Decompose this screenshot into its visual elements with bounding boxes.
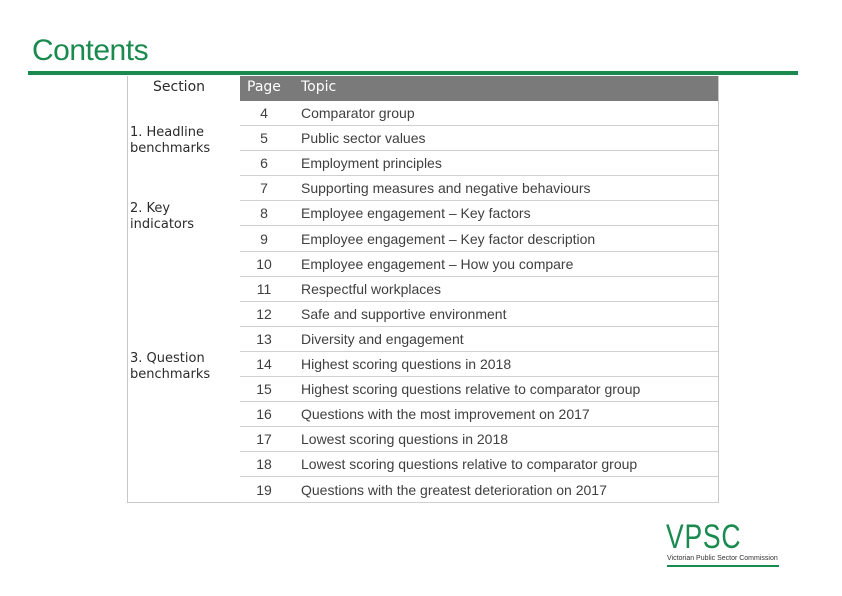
- vpsc-logo-subtitle: Victorian Public Sector Commission: [667, 555, 778, 562]
- row-topic: Public sector values: [301, 130, 426, 147]
- row-topic: Highest scoring questions in 2018: [301, 356, 512, 372]
- row-topic: Lowest scoring questions relative to comparator group: [301, 456, 638, 473]
- title-underline: [28, 71, 798, 75]
- row-page-number: 6: [260, 155, 268, 172]
- row-topic: Lowest scoring questions in 2018: [301, 431, 509, 448]
- row-page-number: 16: [256, 406, 272, 423]
- row-page-number: 13: [256, 330, 272, 347]
- table-row: [240, 352, 718, 377]
- row-page-number: 7: [260, 180, 268, 197]
- page-title: Contents: [32, 34, 149, 67]
- row-topic: Highest scoring questions relative to comparator group: [301, 381, 641, 398]
- row-page-number: 4: [260, 105, 268, 121]
- header-section: Section: [153, 79, 206, 95]
- row-page-number: 14: [256, 356, 272, 372]
- row-topic: Respectful workplaces: [301, 280, 442, 297]
- row-topic: Diversity and engagement: [301, 330, 464, 347]
- row-page-number: 5: [260, 130, 268, 147]
- table-row: [240, 277, 718, 302]
- table-row: [240, 377, 718, 402]
- table-row: [240, 478, 718, 503]
- row-page-number: 10: [256, 255, 272, 272]
- row-topic: Safe and supportive environment: [301, 305, 507, 322]
- section-label-headline: 1. Headline benchmarks: [130, 125, 211, 156]
- row-page-number: 8: [260, 205, 268, 222]
- row-page-number: 15: [256, 381, 272, 398]
- table-row: [240, 327, 718, 352]
- table-row: [240, 176, 718, 201]
- vpsc-logo-rule: [667, 565, 779, 567]
- table-row: [240, 452, 718, 477]
- table-row: [240, 227, 718, 252]
- row-topic: Comparator group: [301, 105, 415, 121]
- table-row: [240, 252, 718, 277]
- row-topic: Supporting measures and negative behaviours: [301, 180, 591, 197]
- row-page-number: 18: [256, 456, 272, 473]
- header-topic: Topic: [301, 79, 337, 95]
- table-row: [240, 151, 718, 176]
- section-label-key-indicators: 2. Key indicators: [130, 201, 194, 232]
- row-page-number: 12: [256, 305, 272, 322]
- section-label-question-benchmarks: 3. Question benchmarks: [130, 351, 211, 382]
- table-row: [240, 201, 718, 226]
- row-topic: Employee engagement – Key factors: [301, 205, 531, 222]
- row-page-number: 17: [256, 431, 272, 448]
- row-topic: Questions with the most improvement on 2017: [301, 406, 590, 423]
- table-row: [240, 101, 718, 126]
- table-row: [240, 302, 718, 327]
- header-page: Page: [247, 79, 281, 95]
- row-page-number: 19: [256, 481, 272, 498]
- row-page-number: 11: [256, 280, 272, 297]
- row-topic: Employee engagement – Key factor description: [301, 230, 596, 247]
- row-topic: Employee engagement – How you compare: [301, 255, 574, 272]
- row-topic: Employment principles: [301, 155, 442, 172]
- vpsc-logo: VPSC: [666, 518, 742, 556]
- row-topic: Questions with the greatest deterioration on 2017: [301, 481, 607, 498]
- table-row: [240, 126, 718, 151]
- table-row: [240, 427, 718, 452]
- row-page-number: 9: [260, 230, 268, 247]
- table-row: [240, 402, 718, 427]
